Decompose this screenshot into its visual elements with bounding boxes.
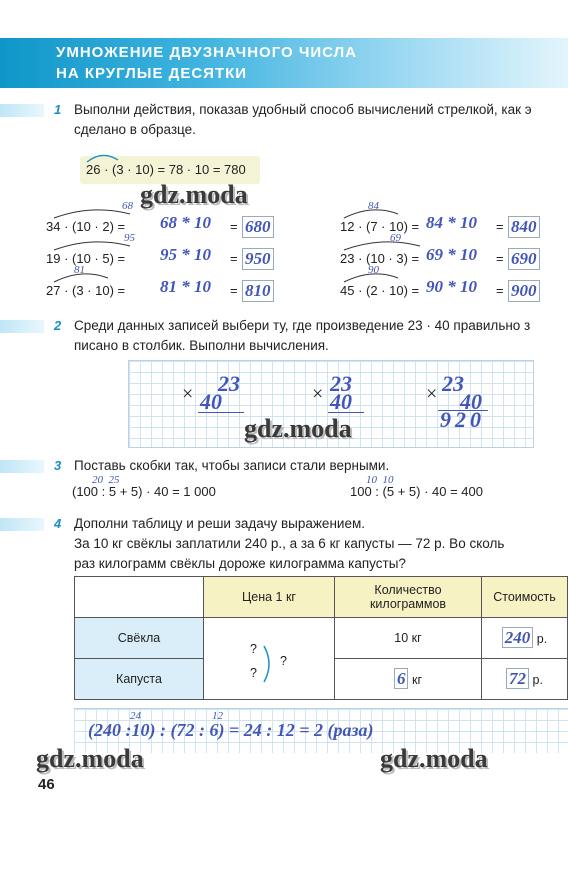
multiply-sign: ×	[426, 383, 438, 405]
task-number-bar	[0, 104, 44, 117]
task3-number: 3	[54, 458, 62, 473]
row-answer: 810	[242, 280, 274, 302]
row-eq: =	[230, 283, 238, 298]
row-expression: 23 · (10 · 3) =	[340, 251, 420, 266]
task3-text: Поставь скобки так, чтобы записи стали верными.	[74, 458, 390, 473]
table-cost-cell	[482, 618, 568, 659]
task3-expr-1: (100 : 5 + 5) · 40 = 1 000	[72, 484, 216, 499]
row-eq: =	[496, 283, 504, 298]
row-answer: 680	[242, 216, 274, 238]
row-hint: 68	[122, 200, 133, 212]
data-table	[74, 576, 568, 700]
table-header-cell: Количество килограммов	[335, 577, 482, 618]
watermark: gdz.moda	[36, 744, 144, 773]
row-eq: =	[230, 219, 238, 234]
bracket-question: ?	[280, 654, 287, 668]
task1-text	[74, 100, 532, 140]
row-expression: 12 · (7 · 10) =	[340, 219, 420, 234]
row-expression: 27 · (3 · 10) =	[46, 283, 126, 298]
task4-text-line3: раз килограмм свёклы дороже килограмма капусты?	[74, 556, 406, 571]
row-eq: =	[496, 251, 504, 266]
table-qty-cell	[335, 659, 482, 700]
row-middle: 81 * 10	[160, 277, 211, 296]
task1-number: 1	[54, 102, 62, 117]
cost-unit: р.	[536, 632, 548, 646]
table-cost-cell	[482, 659, 568, 700]
table-price-cell	[204, 618, 335, 700]
table-row-name: Свёкла	[75, 618, 204, 659]
row-answer: 690	[508, 248, 540, 270]
column-bottom: 40	[330, 389, 352, 414]
row-eq: =	[230, 251, 238, 266]
arrow-icon	[52, 206, 132, 220]
multiply-sign: ×	[312, 383, 324, 405]
table-qty-cell	[335, 618, 482, 659]
task-number-bar	[0, 460, 44, 473]
price-question: ?	[250, 642, 257, 656]
row-expression: 19 · (10 · 5) =	[46, 251, 126, 266]
cost-value: 72	[506, 668, 529, 689]
row-expression: 45 · (2 · 10) =	[340, 283, 420, 298]
qty-unit: кг	[411, 631, 422, 645]
row-hint: 84	[368, 200, 379, 212]
row-answer: 840	[508, 216, 540, 238]
task1-text-line2: сделано в образце.	[74, 122, 196, 137]
title-line-1: УМНОЖЕНИЕ ДВУЗНАЧНОГО ЧИСЛА	[56, 44, 357, 61]
title-line-2: НА КРУГЛЫЕ ДЕСЯТКИ	[56, 65, 248, 82]
row-expression: 34 · (10 · 2) =	[46, 219, 126, 234]
table-row	[75, 618, 568, 659]
task2-text-line1: Среди данных записей выбери ту, где произведение 23 · 40 правильно з	[74, 318, 531, 333]
qty-value: 6	[394, 668, 409, 689]
row-middle: 95 * 10	[160, 245, 211, 264]
page-title	[56, 42, 357, 84]
arrow-icon	[342, 206, 402, 220]
sample-expression: 26 · (3 · 10) = 78 · 10 = 780	[86, 162, 246, 177]
row-hint: 90	[368, 264, 379, 276]
price-question: ?	[250, 666, 257, 680]
task4-text-line1: Дополни таблицу и реши задачу выражением.	[74, 516, 365, 531]
multiply-sign: ×	[182, 383, 194, 405]
task4-text-line2: За 10 кг свёклы заплатили 240 р., а за 6 кг капусты — 72 р. Во сколь	[74, 536, 505, 551]
task-number-bar	[0, 518, 44, 531]
solution-hint: 12	[212, 710, 223, 722]
task3-hints-2: 10 10	[366, 474, 394, 486]
cost-value: 240	[502, 627, 534, 648]
column-line	[328, 412, 364, 413]
task4-number: 4	[54, 516, 62, 531]
column-bottom: 40	[460, 389, 482, 414]
solution-expression: (240 :10) : (72 : 6) = 24 : 12 = 2 (раза)	[88, 720, 374, 740]
row-middle: 69 * 10	[426, 245, 477, 264]
row-hint: 95	[124, 232, 135, 244]
row-answer: 900	[508, 280, 540, 302]
row-hint: 81	[74, 264, 85, 276]
row-answer: 950	[242, 248, 274, 270]
table-row-name: Капуста	[75, 659, 204, 700]
qty-unit: кг	[411, 673, 422, 687]
task-number-bar	[0, 320, 44, 333]
task2-text	[74, 316, 530, 356]
arrow-icon	[342, 270, 402, 284]
row-hint: 69	[390, 232, 401, 244]
task1-text-line1: Выполни действия, показав удобный способ вычислений стрелкой, как э	[74, 102, 532, 117]
arrow-icon	[52, 270, 112, 284]
arrow-icon	[52, 238, 132, 252]
column-bottom: 40	[200, 389, 222, 414]
table-header-cell: Цена 1 кг	[204, 577, 335, 618]
watermark: gdz.moda	[380, 744, 488, 773]
row-middle: 90 * 10	[426, 277, 477, 296]
row-eq: =	[496, 219, 504, 234]
task4-text	[74, 514, 504, 574]
column-top: 23	[218, 371, 240, 396]
column-result: 920	[440, 407, 485, 432]
cost-unit: р.	[532, 673, 543, 687]
watermark: gdz.moda	[244, 414, 352, 443]
task3-expr-2: 100 : (5 + 5) · 40 = 400	[350, 484, 483, 499]
table-header-cell	[75, 577, 204, 618]
arrow-icon	[342, 238, 422, 252]
table-header-row	[75, 577, 568, 618]
task2-number: 2	[54, 318, 62, 333]
column-top: 23	[442, 371, 464, 396]
column-line	[198, 412, 244, 413]
solution-hint: 24	[130, 710, 141, 722]
task3-hints-1: 20 25	[92, 474, 120, 486]
column-top: 23	[330, 371, 352, 396]
watermark: gdz.moda	[140, 180, 248, 209]
page-number: 46	[38, 776, 55, 793]
table-header-cell: Стоимость	[482, 577, 568, 618]
row-middle: 84 * 10	[426, 213, 477, 232]
row-middle: 68 * 10	[160, 213, 211, 232]
qty-value: 10	[394, 631, 409, 645]
bracket-arrow-icon	[262, 644, 276, 684]
task2-text-line2: писано в столбик. Выполни вычисления.	[74, 338, 329, 353]
